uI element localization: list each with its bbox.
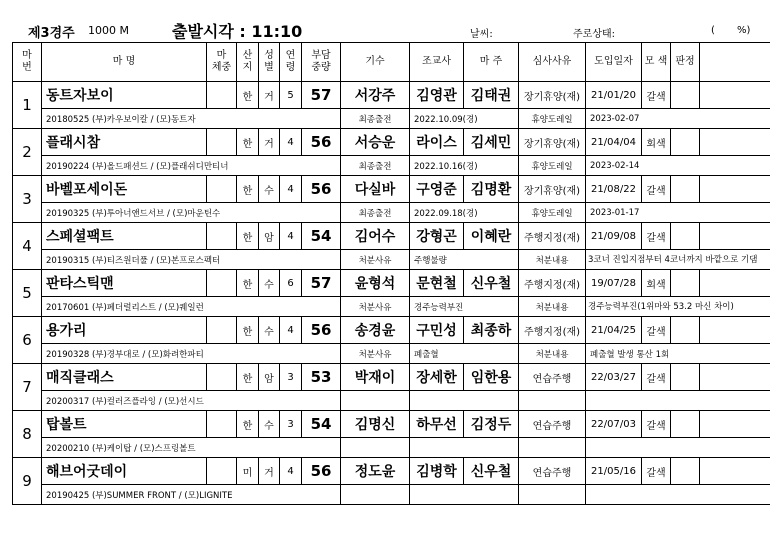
horse-judge (671, 317, 700, 344)
detail-value-1 (410, 438, 519, 458)
horse-trainer: 구민성 (410, 317, 464, 344)
col-intro-date: 도입일자 (586, 43, 642, 82)
detail-label-2 (519, 438, 586, 458)
horse-judge (671, 270, 700, 297)
detail-label-2: 휴양도레일 (519, 203, 586, 223)
horse-judge (671, 411, 700, 438)
horse-reason: 장기휴양(재) (519, 176, 586, 203)
horse-owner: 김정두 (464, 411, 519, 438)
horse-detail-row (13, 156, 770, 176)
horse-color: 갈색 (642, 317, 671, 344)
horse-pedigree: 20190325 (부)투아너앤드서브 / (모)마운틴수 (42, 203, 341, 223)
horse-trainer: 강형곤 (410, 223, 464, 250)
horse-intro-date: 21/05/16 (586, 458, 642, 485)
horse-trainer: 문현철 (410, 270, 464, 297)
detail-label-1: 최종출전 (341, 109, 410, 129)
horse-weight (207, 270, 237, 297)
horse-judge (671, 176, 700, 203)
race-number: 제3경주 (28, 26, 75, 41)
horse-sex: 암 (259, 223, 280, 250)
horse-burden: 56 (302, 317, 341, 344)
horse-number: 8 (13, 411, 42, 458)
horse-sex: 암 (259, 364, 280, 391)
horse-burden: 57 (302, 270, 341, 297)
horse-detail-row (13, 344, 770, 364)
horse-name: 바벨포세이돈 (42, 176, 207, 203)
horse-burden: 54 (302, 411, 341, 438)
horse-owner: 신우철 (464, 458, 519, 485)
col-sex: 성 별 (259, 43, 280, 82)
horse-jockey: 정도윤 (341, 458, 410, 485)
horse-sex: 수 (259, 176, 280, 203)
race-header (0, 0, 770, 42)
horse-name: 스페셜팩트 (42, 223, 207, 250)
horse-name: 탑볼트 (42, 411, 207, 438)
horse-trainer: 김영관 (410, 82, 464, 109)
horse-pedigree: 20190328 (부)경부대로 / (모)화려한파티 (42, 344, 341, 364)
horse-detail-row (13, 109, 770, 129)
horse-jockey: 박재이 (341, 364, 410, 391)
horse-row (13, 270, 770, 297)
horse-origin: 미 (237, 458, 259, 485)
detail-value-1: 폐출혈 (410, 344, 519, 364)
detail-value-2: 2023-02-07 (586, 109, 770, 129)
horse-jockey: 서강주 (341, 82, 410, 109)
detail-label-2: 휴양도레일 (519, 156, 586, 176)
horse-detail-row (13, 250, 770, 270)
horse-jockey: 송경윤 (341, 317, 410, 344)
detail-label-1: 처분사유 (341, 297, 410, 317)
horse-reason: 연습주행 (519, 411, 586, 438)
detail-value-1 (410, 391, 519, 411)
horse-origin: 한 (237, 411, 259, 438)
horse-burden: 53 (302, 364, 341, 391)
horse-intro-date: 19/07/28 (586, 270, 642, 297)
horse-extra (700, 129, 770, 156)
horse-burden: 56 (302, 176, 341, 203)
horse-judge (671, 82, 700, 109)
horse-sex: 수 (259, 270, 280, 297)
horse-number: 7 (13, 364, 42, 411)
horse-color: 회색 (642, 270, 671, 297)
horse-reason: 장기휴양(재) (519, 129, 586, 156)
detail-value-1: 2022.09.18(경) (410, 203, 519, 223)
horse-intro-date: 22/03/27 (586, 364, 642, 391)
horse-trainer: 라이스 (410, 129, 464, 156)
horse-extra (700, 223, 770, 250)
horse-name: 용가리 (42, 317, 207, 344)
horse-number: 4 (13, 223, 42, 270)
col-owner: 마 주 (464, 43, 519, 82)
detail-label-2: 처분내용 (519, 297, 586, 317)
detail-value-2 (586, 391, 770, 411)
horse-color: 갈색 (642, 82, 671, 109)
horse-burden: 56 (302, 458, 341, 485)
detail-label-2: 처분내용 (519, 344, 586, 364)
horse-intro-date: 21/01/20 (586, 82, 642, 109)
horse-number: 1 (13, 82, 42, 129)
col-no: 마 번 (13, 43, 42, 82)
detail-value-1 (410, 485, 519, 505)
horse-weight (207, 129, 237, 156)
horse-age: 5 (280, 82, 302, 109)
col-reason: 심사사유 (519, 43, 586, 82)
col-burden: 부담 중량 (302, 43, 341, 82)
horse-pedigree: 20180525 (부)카우보이칼 / (모)동트자 (42, 109, 341, 129)
horse-jockey: 김명신 (341, 411, 410, 438)
horse-trainer: 구영준 (410, 176, 464, 203)
horse-pedigree: 20190315 (부)티즈원더풀 / (모)본프로스펙터 (42, 250, 341, 270)
horse-number: 9 (13, 458, 42, 505)
horse-judge (671, 458, 700, 485)
horse-sex: 거 (259, 458, 280, 485)
horse-name: 동트자보이 (42, 82, 207, 109)
horse-extra (700, 82, 770, 109)
detail-value-2: 2023-01-17 (586, 203, 770, 223)
horse-origin: 한 (237, 129, 259, 156)
horse-extra (700, 411, 770, 438)
horse-sex: 수 (259, 411, 280, 438)
horse-burden: 56 (302, 129, 341, 156)
horse-detail-row (13, 297, 770, 317)
detail-value-2 (586, 438, 770, 458)
horse-age: 4 (280, 176, 302, 203)
horse-weight (207, 176, 237, 203)
horse-age: 6 (280, 270, 302, 297)
detail-label-1: 최종출전 (341, 203, 410, 223)
track-paren-open: ( (711, 25, 715, 36)
horse-extra (700, 270, 770, 297)
detail-label-1: 처분사유 (341, 344, 410, 364)
horse-extra (700, 176, 770, 203)
horse-origin: 한 (237, 270, 259, 297)
detail-label-2 (519, 485, 586, 505)
horse-extra (700, 458, 770, 485)
horse-weight (207, 223, 237, 250)
horse-extra (700, 317, 770, 344)
horse-trainer: 김병학 (410, 458, 464, 485)
horse-reason: 연습주행 (519, 458, 586, 485)
horse-color: 갈색 (642, 364, 671, 391)
col-extra (700, 43, 770, 82)
horse-color: 갈색 (642, 176, 671, 203)
detail-label-2 (519, 391, 586, 411)
col-jockey: 기수 (341, 43, 410, 82)
horse-owner: 임한용 (464, 364, 519, 391)
col-age: 연 령 (280, 43, 302, 82)
horse-age: 4 (280, 317, 302, 344)
horse-burden: 57 (302, 82, 341, 109)
horse-detail-row (13, 203, 770, 223)
horse-row (13, 411, 770, 438)
detail-label-1: 처분사유 (341, 250, 410, 270)
horse-sex: 거 (259, 129, 280, 156)
horse-age: 4 (280, 129, 302, 156)
horse-sex: 거 (259, 82, 280, 109)
horse-reason: 연습주행 (519, 364, 586, 391)
horse-number: 6 (13, 317, 42, 364)
horse-row (13, 223, 770, 250)
horse-origin: 한 (237, 317, 259, 344)
horse-detail-row (13, 438, 770, 458)
detail-value-2: 2023-02-14 (586, 156, 770, 176)
horse-color: 갈색 (642, 458, 671, 485)
start-time: 출발시각 : 11:10 (172, 22, 303, 41)
horse-number: 3 (13, 176, 42, 223)
horse-pedigree: 20200210 (부)케이탑 / (모)스프링볼트 (42, 438, 341, 458)
horse-weight (207, 411, 237, 438)
horse-reason: 주행지정(재) (519, 270, 586, 297)
horse-row (13, 82, 770, 109)
horse-name: 해브어굿데이 (42, 458, 207, 485)
horse-row (13, 364, 770, 391)
horse-owner: 최종하 (464, 317, 519, 344)
horse-judge (671, 129, 700, 156)
detail-label-1 (341, 485, 410, 505)
weather-label: 날씨: (470, 29, 493, 40)
horse-intro-date: 22/07/03 (586, 411, 642, 438)
track-percent: %) (737, 25, 751, 36)
horse-judge (671, 223, 700, 250)
horse-detail-row (13, 391, 770, 411)
col-name: 마 명 (42, 43, 207, 82)
horse-intro-date: 21/04/25 (586, 317, 642, 344)
horse-weight (207, 317, 237, 344)
horse-sex: 수 (259, 317, 280, 344)
horse-detail-row (13, 485, 770, 505)
detail-value-2 (586, 485, 770, 505)
horse-intro-date: 21/09/08 (586, 223, 642, 250)
horse-age: 3 (280, 411, 302, 438)
horse-color: 갈색 (642, 411, 671, 438)
detail-value-2: 경주능력부진(1위마와 53.2 마신 차이) (586, 297, 770, 317)
horse-pedigree: 20190224 (부)올드패션드 / (모)플래쉬디만티너 (42, 156, 341, 176)
detail-label-1: 최종출전 (341, 156, 410, 176)
horse-intro-date: 21/04/04 (586, 129, 642, 156)
detail-value-2: 3코너 진입지점부터 4코너까지 바깥으로 기댐 (586, 250, 770, 270)
col-trainer: 조교사 (410, 43, 464, 82)
horse-owner: 김명환 (464, 176, 519, 203)
detail-label-1 (341, 391, 410, 411)
horse-origin: 한 (237, 176, 259, 203)
horse-pedigree: 20200317 (부)컬러즈플라잉 / (모)선시드 (42, 391, 341, 411)
horse-owner: 신우철 (464, 270, 519, 297)
horse-weight (207, 82, 237, 109)
horse-judge (671, 364, 700, 391)
horse-jockey: 다실바 (341, 176, 410, 203)
horse-age: 4 (280, 223, 302, 250)
detail-value-1: 주행불량 (410, 250, 519, 270)
horse-name: 판타스틱맨 (42, 270, 207, 297)
horse-reason: 주행지정(재) (519, 223, 586, 250)
horse-number: 2 (13, 129, 42, 176)
col-color: 모 색 (642, 43, 671, 82)
horse-owner: 김태권 (464, 82, 519, 109)
horse-row (13, 458, 770, 485)
detail-value-1: 경주능력부진 (410, 297, 519, 317)
entries-table (12, 42, 770, 505)
horse-weight (207, 458, 237, 485)
col-judge: 판정 (671, 43, 700, 82)
detail-value-1: 2022.10.09(경) (410, 109, 519, 129)
horse-color: 회색 (642, 129, 671, 156)
table-header-row (13, 43, 770, 82)
horse-trainer: 장세한 (410, 364, 464, 391)
horse-trainer: 하무선 (410, 411, 464, 438)
horse-jockey: 윤형석 (341, 270, 410, 297)
horse-number: 5 (13, 270, 42, 317)
detail-value-2: 폐출혈 발생 통산 1회 (586, 344, 770, 364)
detail-label-2: 처분내용 (519, 250, 586, 270)
horse-weight (207, 364, 237, 391)
col-origin: 산 지 (237, 43, 259, 82)
horse-color: 갈색 (642, 223, 671, 250)
detail-value-1: 2022.10.16(경) (410, 156, 519, 176)
horse-extra (700, 364, 770, 391)
horse-intro-date: 21/08/22 (586, 176, 642, 203)
horse-owner: 이혜란 (464, 223, 519, 250)
horse-pedigree: 20170601 (부)페더럴리스트 / (모)퀘일런 (42, 297, 341, 317)
horse-owner: 김세민 (464, 129, 519, 156)
col-weight: 마 체중 (207, 43, 237, 82)
horse-origin: 한 (237, 223, 259, 250)
horse-reason: 주행지정(재) (519, 317, 586, 344)
detail-label-1 (341, 438, 410, 458)
horse-jockey: 김어수 (341, 223, 410, 250)
track-condition-label: 주로상태: (573, 29, 616, 40)
detail-label-2: 휴양도레일 (519, 109, 586, 129)
horse-origin: 한 (237, 364, 259, 391)
horse-name: 플래시참 (42, 129, 207, 156)
horse-jockey: 서승운 (341, 129, 410, 156)
horse-pedigree: 20190425 (부)SUMMER FRONT / (모)LIGNITE (42, 485, 341, 505)
horse-row (13, 176, 770, 203)
horse-age: 3 (280, 364, 302, 391)
horse-name: 매직클래스 (42, 364, 207, 391)
horse-reason: 장기휴양(재) (519, 82, 586, 109)
horse-origin: 한 (237, 82, 259, 109)
race-distance: 1000 M (88, 24, 129, 37)
horse-burden: 54 (302, 223, 341, 250)
horse-age: 4 (280, 458, 302, 485)
horse-row (13, 129, 770, 156)
horse-row (13, 317, 770, 344)
